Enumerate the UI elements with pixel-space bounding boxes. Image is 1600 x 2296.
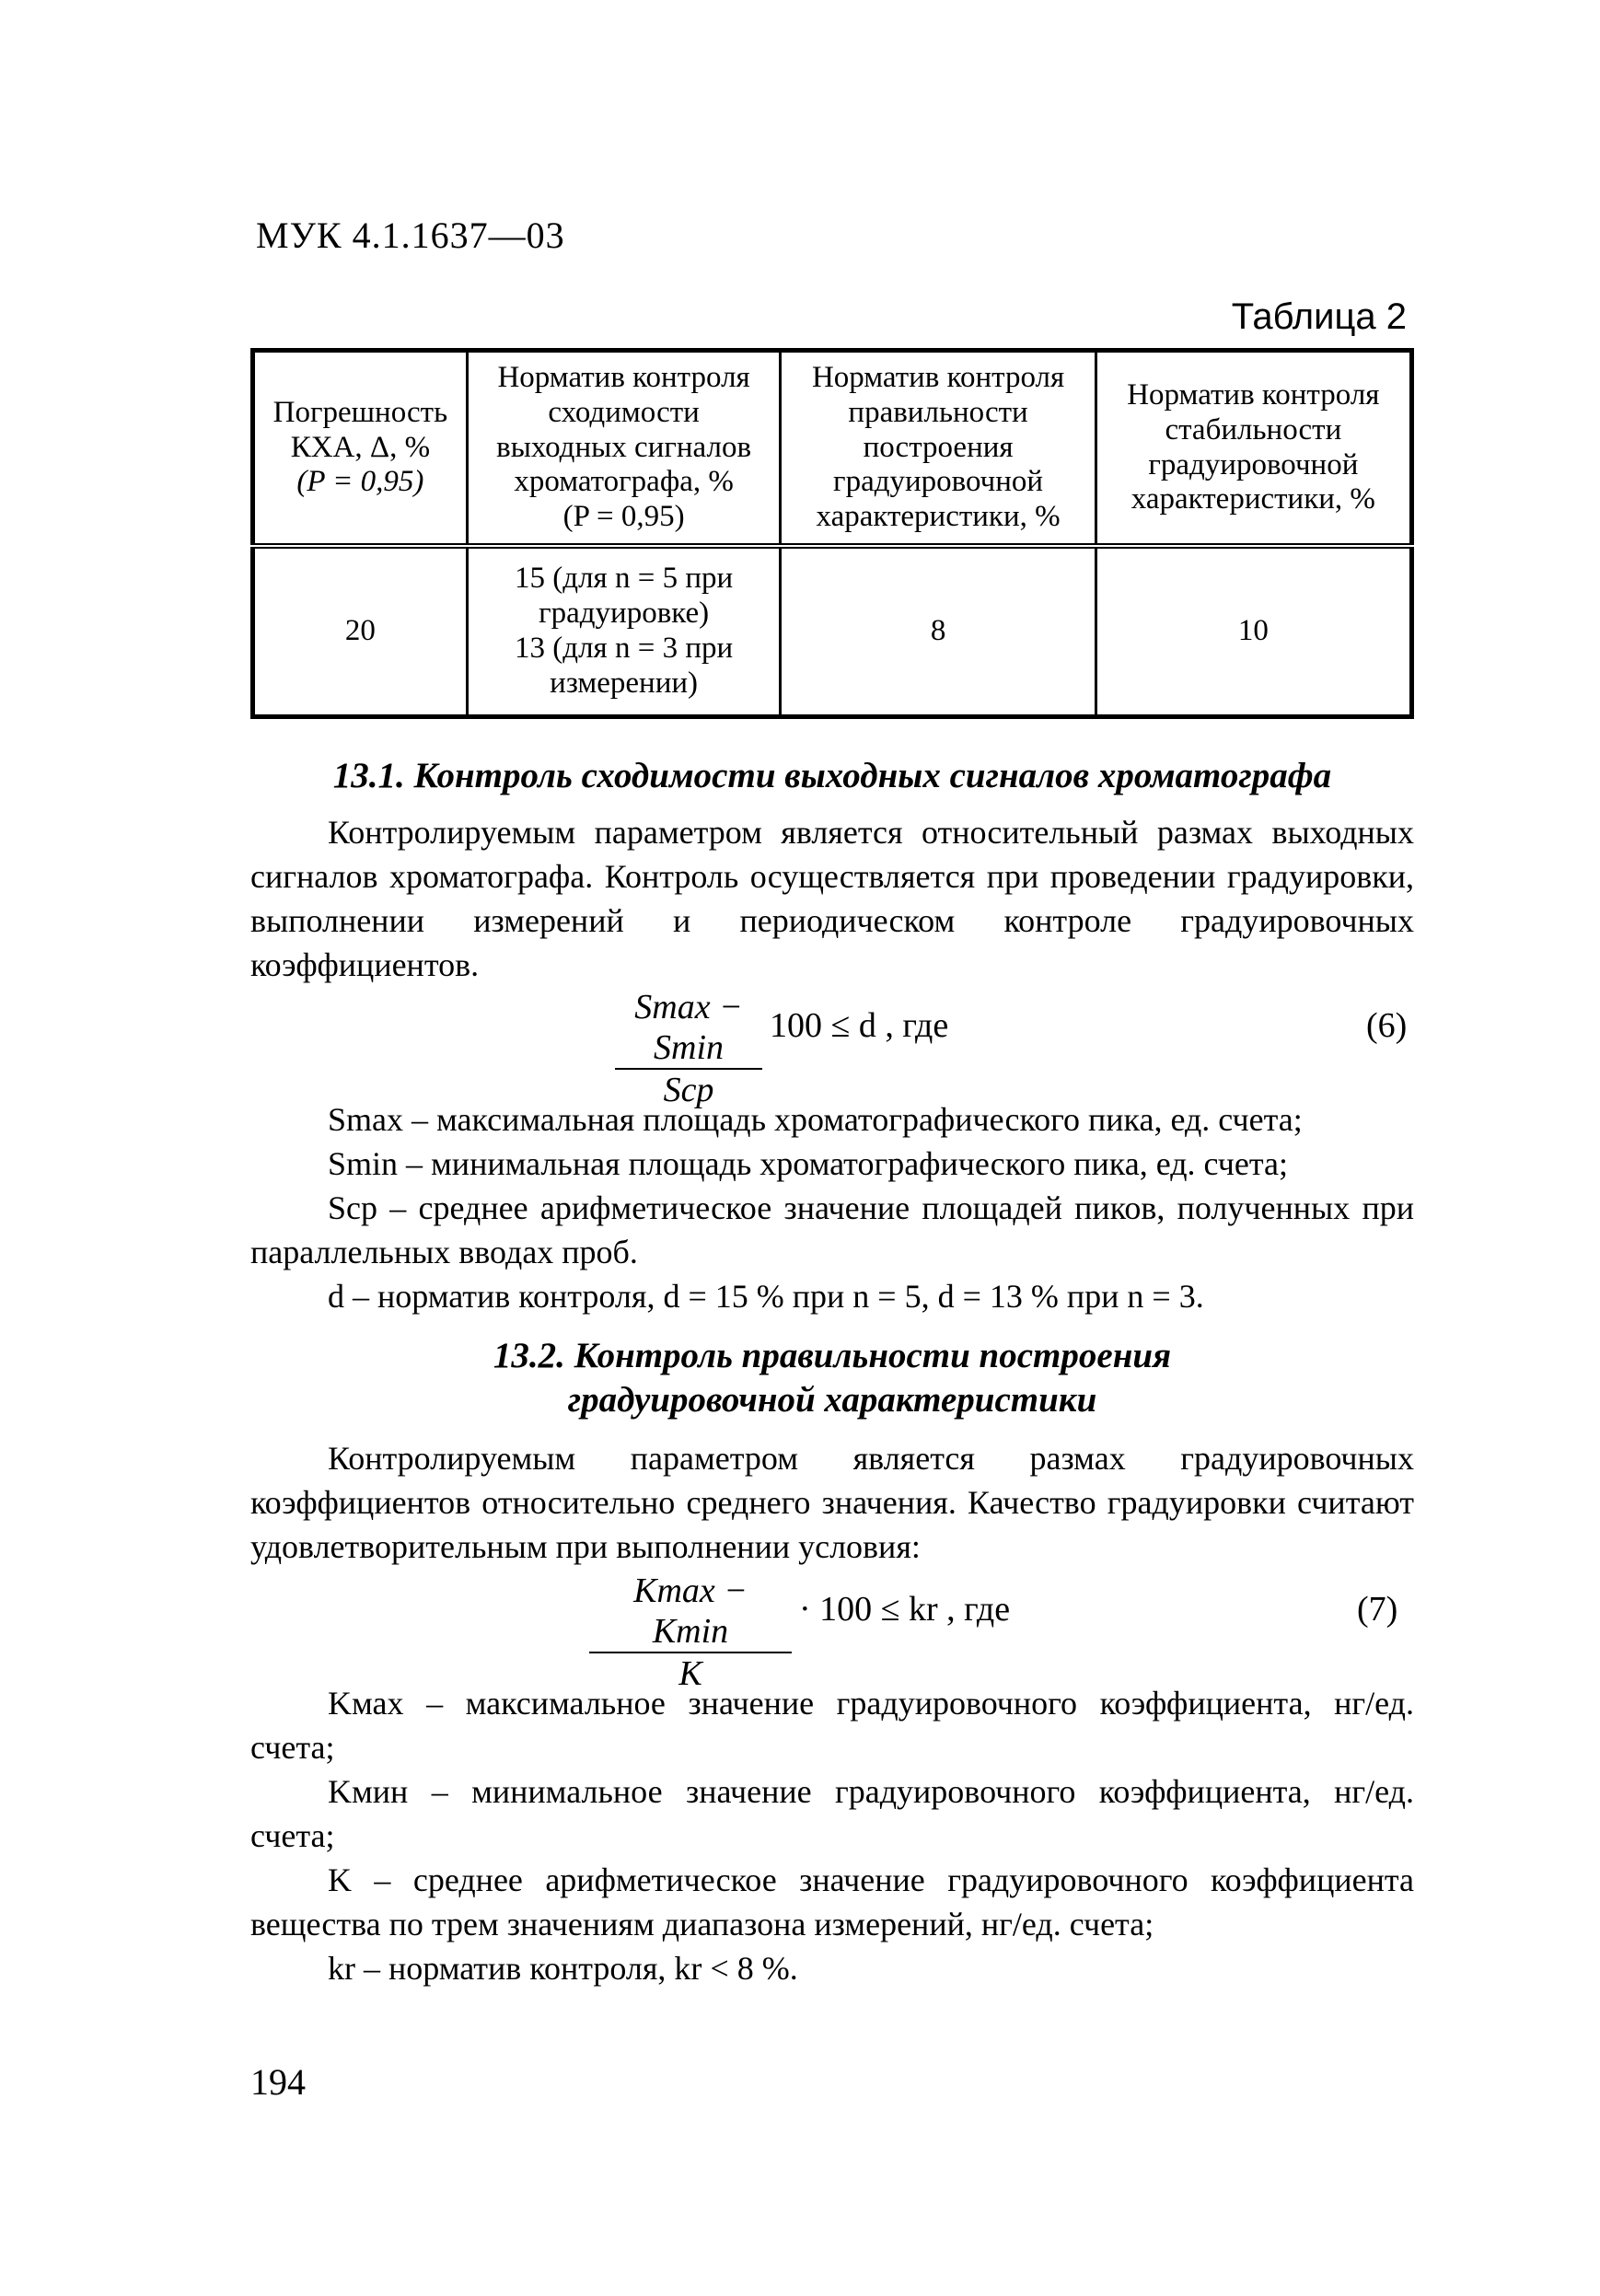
section-13-2-paragraph: Контролируемым параметром является размах градуировочных коэффициентов относительно среднего значения. Качество градуировки считают удовлетворительным при выполнении условия:	[250, 1440, 1414, 1565]
formula-6-number: (6)	[1366, 1006, 1408, 1045]
table-row	[253, 546, 1412, 717]
section-13-1-title: 13.1. Контроль сходимости выходных сигналов хроматографа	[332, 756, 1332, 795]
document-code: МУК 4.1.1637—03	[256, 215, 565, 256]
formula-6	[0, 987, 1600, 1109]
table-header-row	[253, 351, 1412, 547]
formula-7-numerator: Kmax − Kmin	[589, 1571, 792, 1653]
header-cell-convergence: Норматив контроля сходимости выходных сигналов хроматографа, % (P = 0,95)	[467, 351, 781, 547]
definition-kmax: Kмах – максимальное значение градуировочного коэффициента, нг/ед. счета;	[250, 1685, 1414, 1766]
formula-7	[0, 1571, 1600, 1693]
definition-smin: Smin – минимальная площадь хроматографического пика, ед. счета;	[328, 1145, 1289, 1182]
page-number: 194	[250, 2061, 306, 2103]
section-13-2-title-line1: 13.2. Контроль правильности построения	[493, 1336, 1172, 1375]
formula-7-number: (7)	[1357, 1590, 1398, 1629]
definition-smax: Smax – максимальная площадь хроматографического пика, ед. счета;	[328, 1101, 1303, 1138]
header-cell-error: Погрешность КХА, Δ, % (P = 0,95)	[253, 351, 468, 547]
header-cell-stability: Норматив контроля стабильности градуировочной характеристики, %	[1096, 351, 1411, 547]
header-cell-correctness: Норматив контроля правильности построения градуировочной характеристики, %	[781, 351, 1096, 547]
formula-7-tail: · 100 ≤ kr , где	[799, 1590, 1011, 1629]
formula-7-denominator: K	[678, 1654, 702, 1693]
definition-d: d – норматив контроля, d = 15 % при n = 5, d = 13 % при n = 3.	[328, 1278, 1204, 1315]
formula-6-numerator: Smax − Smin	[615, 987, 762, 1070]
definition-k: K – среднее арифметическое значение градуировочного коэффициента вещества по трем значениям диапазона измерений, нг/ед. счета;	[250, 1861, 1414, 1942]
cell-correctness-value: 8	[781, 546, 1096, 717]
norms-table	[250, 348, 1414, 719]
definition-kmin: Kмин – минимальное значение градуировочного коэффициента, нг/ед. счета;	[250, 1773, 1414, 1854]
section-13-2-title-line2: градуировочной характеристики	[567, 1380, 1097, 1420]
table-label: Таблица 2	[1231, 296, 1407, 337]
cell-convergence-value: 15 (для n = 5 при градуировке) 13 (для n = 3 при измерении)	[467, 546, 781, 717]
cell-stability-value: 10	[1096, 546, 1411, 717]
cell-error-value: 20	[253, 546, 468, 717]
definition-kr: kr – норматив контроля, kr < 8 %.	[328, 1950, 798, 1987]
formula-6-tail: 100 ≤ d , где	[770, 1006, 949, 1045]
formula-6-denominator: Sср	[663, 1071, 714, 1109]
definition-scp: Sср – среднее арифметическое значение площадей пиков, полученных при параллельных вводах проб.	[250, 1189, 1414, 1270]
section-13-1-paragraph: Контролируемым параметром является относительный размах выходных сигналов хроматографа. Контроль осуществляется при проведении градуировки, выполнении измерений и периодическом контроле градуировочных коэффициентов.	[250, 814, 1414, 983]
